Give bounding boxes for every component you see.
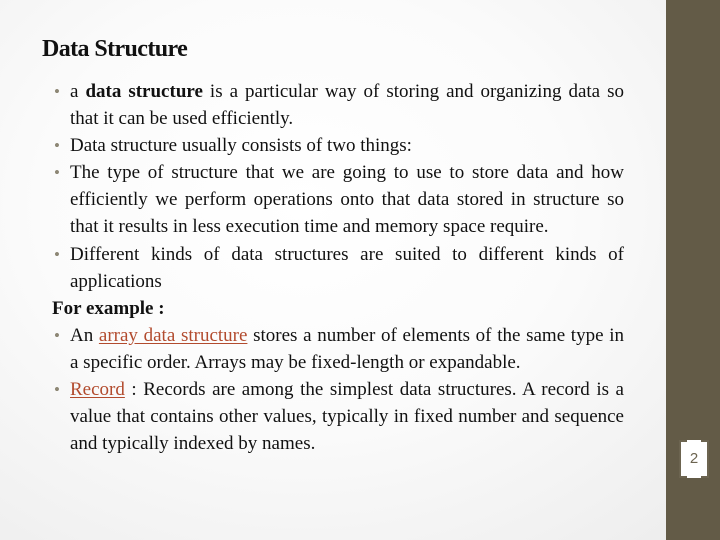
example-label: For example : <box>52 297 165 319</box>
bullet-definition <box>52 78 624 132</box>
bullet-structure-type-text: The type of structure that we are going to use to store data and how efficiently we perform operations onto that data stored in structure so that it results in less execution time and memory space require. <box>70 162 624 238</box>
bullet-array <box>52 322 624 376</box>
bullet-record-rest: : Records are among the simplest data structures. A record is a value that contains other values, typically in fixed number and sequence and typically indexed by names. <box>70 379 624 455</box>
bullet-array-prefix: An <box>70 324 99 346</box>
bullet-definition-prefix: a <box>70 81 86 102</box>
bullet-different-kinds-text: Different kinds of data structures are suited to different kinds of applications <box>70 243 624 292</box>
bullet-structure-type <box>52 159 624 240</box>
bullet-different-kinds <box>52 241 624 295</box>
slide-content <box>52 78 624 457</box>
bullet-definition-rest: is a particular way of storing and organizing data so that it can be used efficiently. <box>70 81 624 130</box>
array-data-structure-link[interactable]: array data structure <box>98 324 248 346</box>
record-link[interactable]: Record <box>70 379 125 401</box>
bullet-two-things-text: Data structure usually consists of two things: <box>70 135 412 157</box>
bullet-array-rest: stores a number of elements of the same type in a specific order. Arrays may be fixed-length or expandable. <box>70 324 624 373</box>
bullet-two-things <box>52 132 624 159</box>
page-number: 2 <box>689 450 699 467</box>
bullet-record <box>52 376 624 457</box>
bullet-definition-bold: data structure <box>85 81 203 102</box>
slide-title: Data Structure <box>42 36 188 62</box>
